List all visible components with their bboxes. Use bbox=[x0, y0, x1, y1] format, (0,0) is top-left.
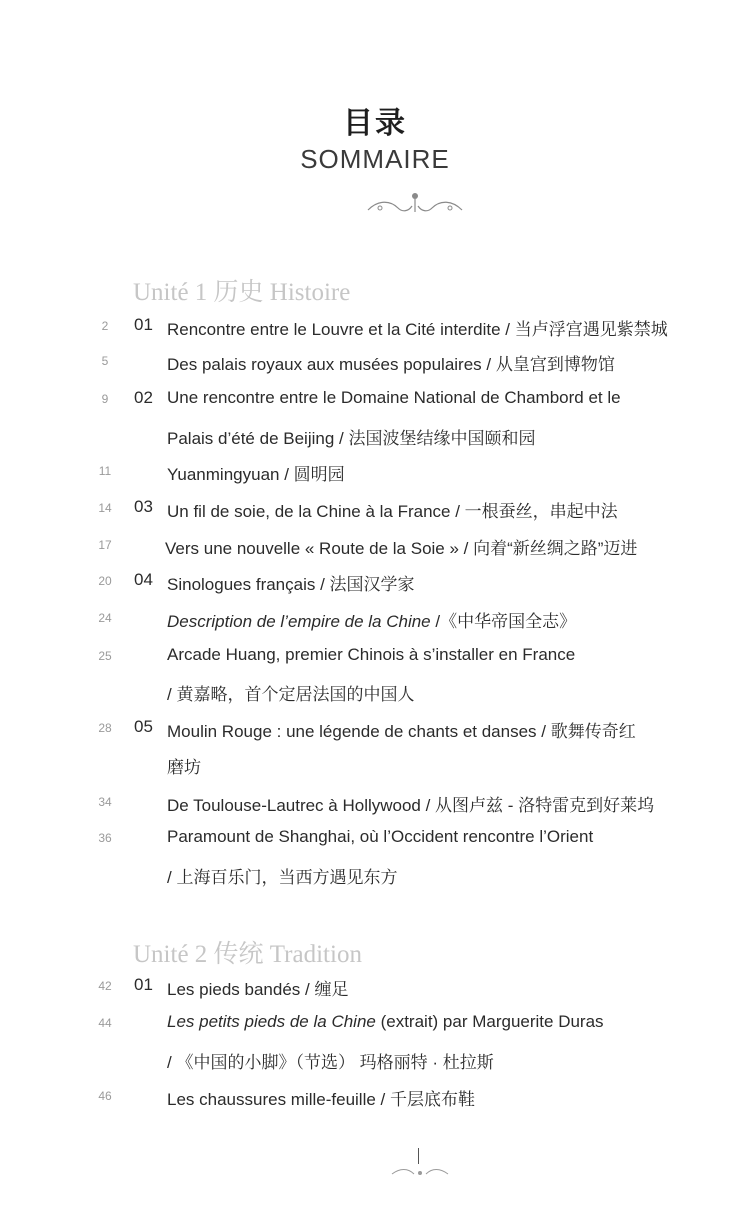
page-number: 20 bbox=[98, 574, 112, 588]
entry-number: 01 bbox=[134, 975, 153, 994]
footer-divider bbox=[418, 1148, 419, 1164]
page-number: 34 bbox=[98, 795, 112, 809]
page-number: 28 bbox=[98, 721, 112, 735]
page-number: 11 bbox=[98, 464, 112, 478]
toc-entry[interactable] bbox=[0, 975, 750, 1005]
entry-text: Rencontre entre le Louvre et la Cité interdite / 当卢浮宫遇见紫禁城 bbox=[167, 320, 668, 339]
page-number: 25 bbox=[98, 649, 112, 663]
page-title-fr: SOMMAIRE bbox=[300, 144, 450, 174]
entry-number: 05 bbox=[134, 717, 153, 736]
entry-text: Des palais royaux aux musées populaires / 从皇宫到博物馆 bbox=[167, 355, 615, 374]
entry-number: 01 bbox=[134, 315, 153, 334]
page-number: 46 bbox=[98, 1089, 112, 1103]
entry-title-italic: Description de l’empire de la Chine bbox=[167, 612, 431, 631]
entry-subtitle: (extrait) par Marguerite Duras bbox=[375, 1012, 604, 1031]
entry-text: Palais d’été de Beijing / 法国波堡结缘中国颐和园 bbox=[167, 429, 536, 448]
toc-entry[interactable] bbox=[0, 645, 750, 675]
toc-entry[interactable] bbox=[0, 791, 750, 821]
toc-entry[interactable] bbox=[0, 570, 750, 600]
entry-text: / 《中国的小脚》（节选） 玛格丽特 · 杜拉斯 bbox=[167, 1053, 494, 1072]
page-number: 17 bbox=[98, 538, 112, 552]
entry-text bbox=[167, 1012, 604, 1032]
page-number: 2 bbox=[101, 319, 109, 333]
page-number: 14 bbox=[98, 501, 112, 515]
toc-entry[interactable] bbox=[0, 827, 750, 857]
toc-entry[interactable] bbox=[0, 607, 750, 637]
entry-text: Yuanmingyuan / 圆明园 bbox=[167, 465, 345, 484]
toc-entry[interactable] bbox=[0, 350, 750, 380]
entry-text: 磨坊 bbox=[167, 758, 201, 777]
page-number: 24 bbox=[98, 611, 112, 625]
toc-entry-continuation bbox=[0, 680, 750, 710]
toc-entry-continuation bbox=[0, 753, 750, 783]
entry-text: Une rencontre entre le Domaine National de Chambord et le bbox=[167, 388, 621, 407]
page-number: 5 bbox=[101, 354, 109, 368]
footer-ornament-icon bbox=[388, 1166, 452, 1178]
toc-entry[interactable] bbox=[0, 717, 750, 747]
entry-text: Sinologues français / 法国汉学家 bbox=[167, 575, 415, 594]
entry-number: 02 bbox=[134, 388, 153, 407]
entry-title-italic: Les petits pieds de la Chine bbox=[167, 1012, 376, 1031]
entry-text: Arcade Huang, premier Chinois à s’installer en France bbox=[167, 645, 576, 664]
entry-text: Vers une nouvelle « Route de la Soie » / 向着“新丝绸之路”迈进 bbox=[165, 539, 638, 558]
decorative-ornament-icon bbox=[360, 182, 470, 222]
entry-text: / 黄嘉略，首个定居法国的中国人 bbox=[167, 685, 415, 704]
toc-entry-continuation bbox=[0, 1048, 750, 1078]
toc-entry[interactable] bbox=[0, 534, 750, 564]
entry-number: 04 bbox=[134, 570, 153, 589]
page-number: 42 bbox=[98, 979, 112, 993]
toc-entry[interactable] bbox=[0, 497, 750, 527]
page-title-cn: 目录 bbox=[343, 106, 407, 141]
entry-text: Moulin Rouge : une légende de chants et danses / 歌舞传奇红 bbox=[167, 722, 636, 741]
toc-entry-continuation bbox=[0, 424, 750, 454]
toc-entry[interactable] bbox=[0, 388, 750, 418]
entry-text: Un fil de soie, de la Chine à la France / 一根蚕丝，串起中法 bbox=[167, 502, 618, 521]
entry-text: / 上海百乐门，当西方遇见东方 bbox=[167, 868, 398, 887]
entry-text: Paramount de Shanghai, où l’Occident rencontre l’Orient bbox=[167, 827, 594, 846]
toc-entry[interactable] bbox=[0, 1085, 750, 1115]
unit-2-title: Unité 2 传统 Tradition bbox=[133, 941, 362, 968]
page-number: 36 bbox=[98, 831, 112, 845]
page-number: 44 bbox=[98, 1016, 112, 1030]
entry-text: De Toulouse-Lautrec à Hollywood / 从图卢兹 - 洛特雷克到好莱坞 bbox=[167, 796, 655, 815]
page-number: 9 bbox=[101, 392, 109, 406]
unit-1-title: Unité 1 历史 Histoire bbox=[133, 279, 351, 306]
toc-entry[interactable] bbox=[0, 1012, 750, 1042]
toc-entry-continuation bbox=[0, 863, 750, 893]
toc-entry[interactable] bbox=[0, 460, 750, 490]
entry-number: 03 bbox=[134, 497, 153, 516]
toc-entry[interactable] bbox=[0, 315, 750, 345]
entry-translation: /《中华帝国全志》 bbox=[430, 612, 577, 631]
entry-text bbox=[167, 607, 576, 632]
entry-text: Les chaussures mille-feuille / 千层底布鞋 bbox=[167, 1090, 475, 1109]
entry-text: Les pieds bandés / 缠足 bbox=[167, 980, 349, 999]
